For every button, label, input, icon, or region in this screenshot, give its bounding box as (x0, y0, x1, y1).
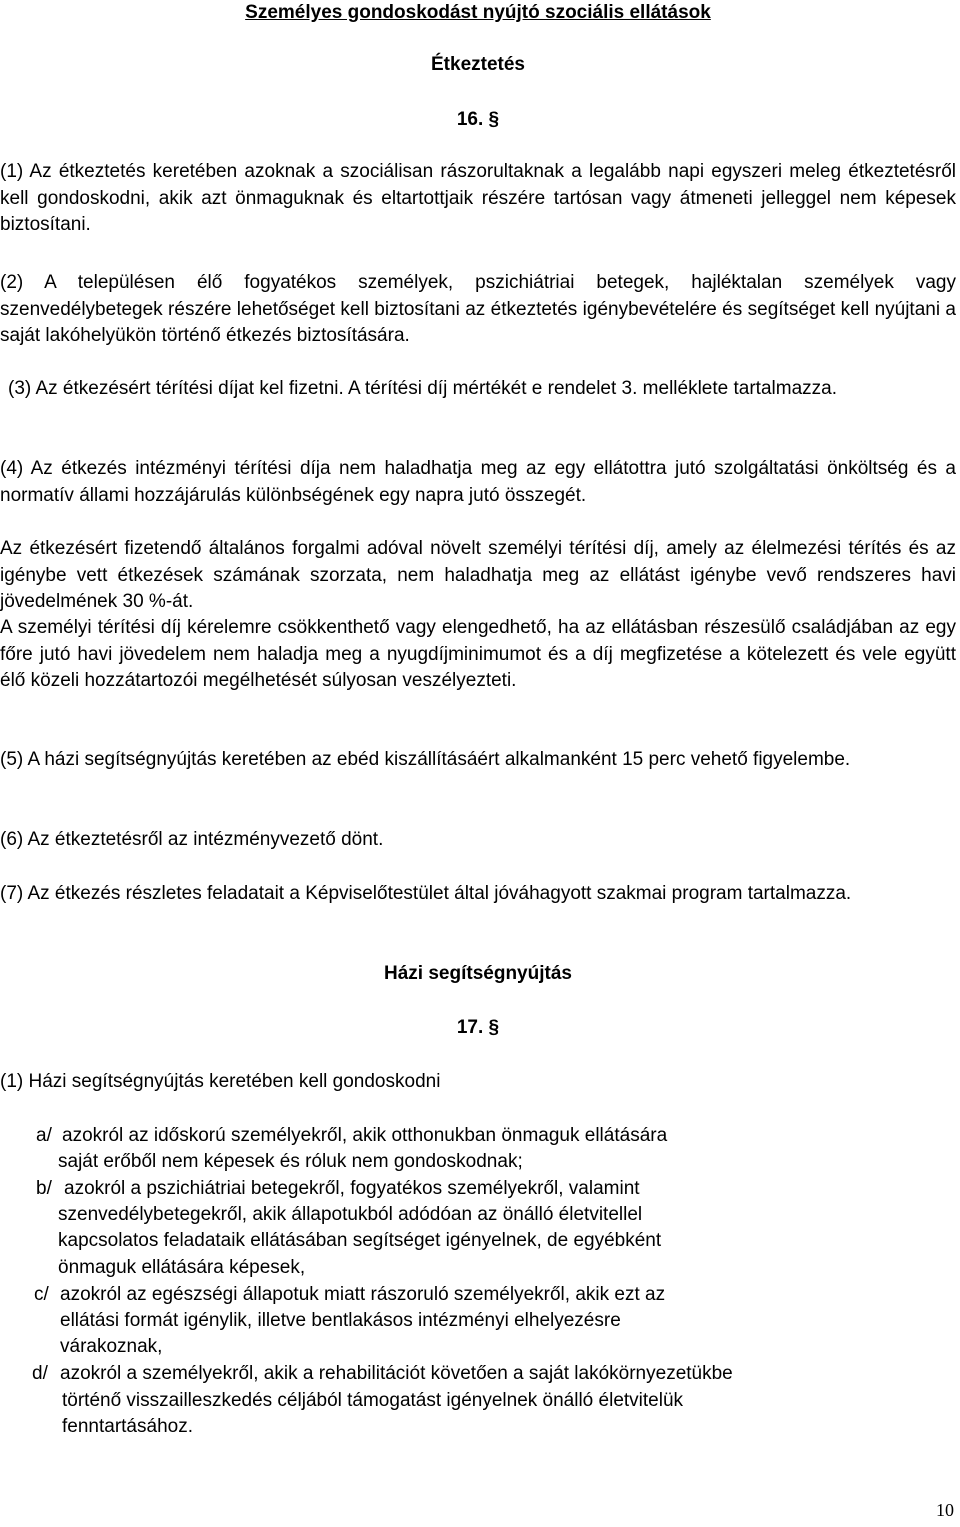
list-line: várakoznak, (60, 1336, 163, 1357)
list-line: azokról az időskorú személyekről, akik otthonukban önmaguk ellátására (62, 1125, 668, 1146)
list-line: azokról az egészségi állapotuk miatt rászoruló személyekről, akik ezt az (60, 1284, 666, 1305)
paragraph-16-4: (4) Az étkezés intézményi térítési díja nem haladhatja meg az egy ellátottra jutó szolgáltatási önköltség és a normatív állami hozzájárulás különbségének egy napra jutó összegét. (0, 458, 956, 506)
paragraph-16-2: (2) A településen élő fogyatékos személyek, pszichiátriai betegek, hajléktalan személyek vagy szenvedélybetegek részére lehetőséget kell biztosítani az étkeztetés igénybevételére és segítséget kell nyújtani a saját lakóhelyükön történő étkezés biztosítására. (0, 272, 956, 346)
list-line: történő visszailleszkedés céljából támogatást igényelnek önálló életvitelük (62, 1390, 684, 1411)
paragraph-16-6: (6) Az étkeztetésről az intézményvezető dönt. (0, 829, 384, 850)
list-label: d/ (32, 1363, 48, 1384)
paragraph-16-4-cont-1: Az étkezésért fizetendő általános forgalmi adóval növelt személyi térítési díj, amely az élelmezési térítés és az igénybe vett étkezések számának szorzata, nem haladhatja meg az ellátást igénybe vevő rendszeres havi jövedelmének 30 %-át. (0, 538, 956, 612)
paragraph-16-5: (5) A házi segítségnyújtás keretében az ebéd kiszállításáért alkalmanként 15 perc vehető figyelembe. (0, 749, 851, 770)
paragraph-17-1: (1) Házi segítségnyújtás keretében kell gondoskodni (0, 1071, 441, 1092)
list-line: fenntartásához. (62, 1416, 193, 1437)
list-line: szenvedélybetegekről, akik állapotukból adódóan az önálló életvitellel (58, 1204, 643, 1225)
list-line: ellátási formát igénylik, illetve bentlakásos intézményi elhelyezésre (60, 1310, 621, 1331)
section-heading-etkeztetes: Étkeztetés (431, 54, 525, 75)
paragraph-16-3: (3) Az étkezésért térítési díjat kel fizetni. A térítési díj mértékét e rendelet 3. melléklete tartalmazza. (8, 378, 837, 399)
list-label: a/ (36, 1125, 52, 1146)
list-line: kapcsolatos feladataik ellátásában segítséget igényelnek, de egyébként (58, 1230, 662, 1251)
paragraph-16-7: (7) Az étkezés részletes feladatait a Képviselőtestület által jóváhagyott szakmai program tartalmazza. (0, 883, 852, 904)
paragraph-number-17: 17. § (456, 1017, 500, 1038)
page-number: 10 (936, 1500, 954, 1520)
document-title: Személyes gondoskodást nyújtó szociális ellátások (245, 2, 711, 23)
list-line: azokról a személyekről, akik a rehabilitációt követően a saját lakókörnyezetükbe (60, 1363, 733, 1384)
list-label: b/ (36, 1178, 52, 1199)
list-label: c/ (34, 1284, 49, 1305)
paragraph-number-16: 16. § (456, 109, 500, 130)
section-heading-hazi-segitsegnyujtas: Házi segítségnyújtás (384, 963, 572, 984)
list-line: saját erőből nem képesek és róluk nem gondoskodnak; (58, 1151, 523, 1172)
paragraph-16-4-cont-2: A személyi térítési díj kérelemre csökkenthető vagy elengedhető, ha az ellátásban részesülő családjában az egy főre jutó havi jövedelem nem haladja meg a nyugdíjminimumot és a díj megfizetése a kötelezett és vele együtt élő közeli hozzátartozói megélhetését súlyosan veszélyezteti. (0, 617, 956, 691)
list-line: azokról a pszichiátriai betegekről, fogyatékos személyekről, valamint (64, 1178, 640, 1199)
list-line: önmaguk ellátására képesek, (58, 1257, 306, 1278)
paragraph-16-1: (1) Az étkeztetés keretében azoknak a szociálisan rászorultaknak a legalább napi egyszeri meleg étkeztetésről kell gondoskodni, akik azt önmaguknak és eltartottjaik részére tartósan vagy átmeneti jelleggel nem képesek biztosítani. (0, 161, 956, 235)
